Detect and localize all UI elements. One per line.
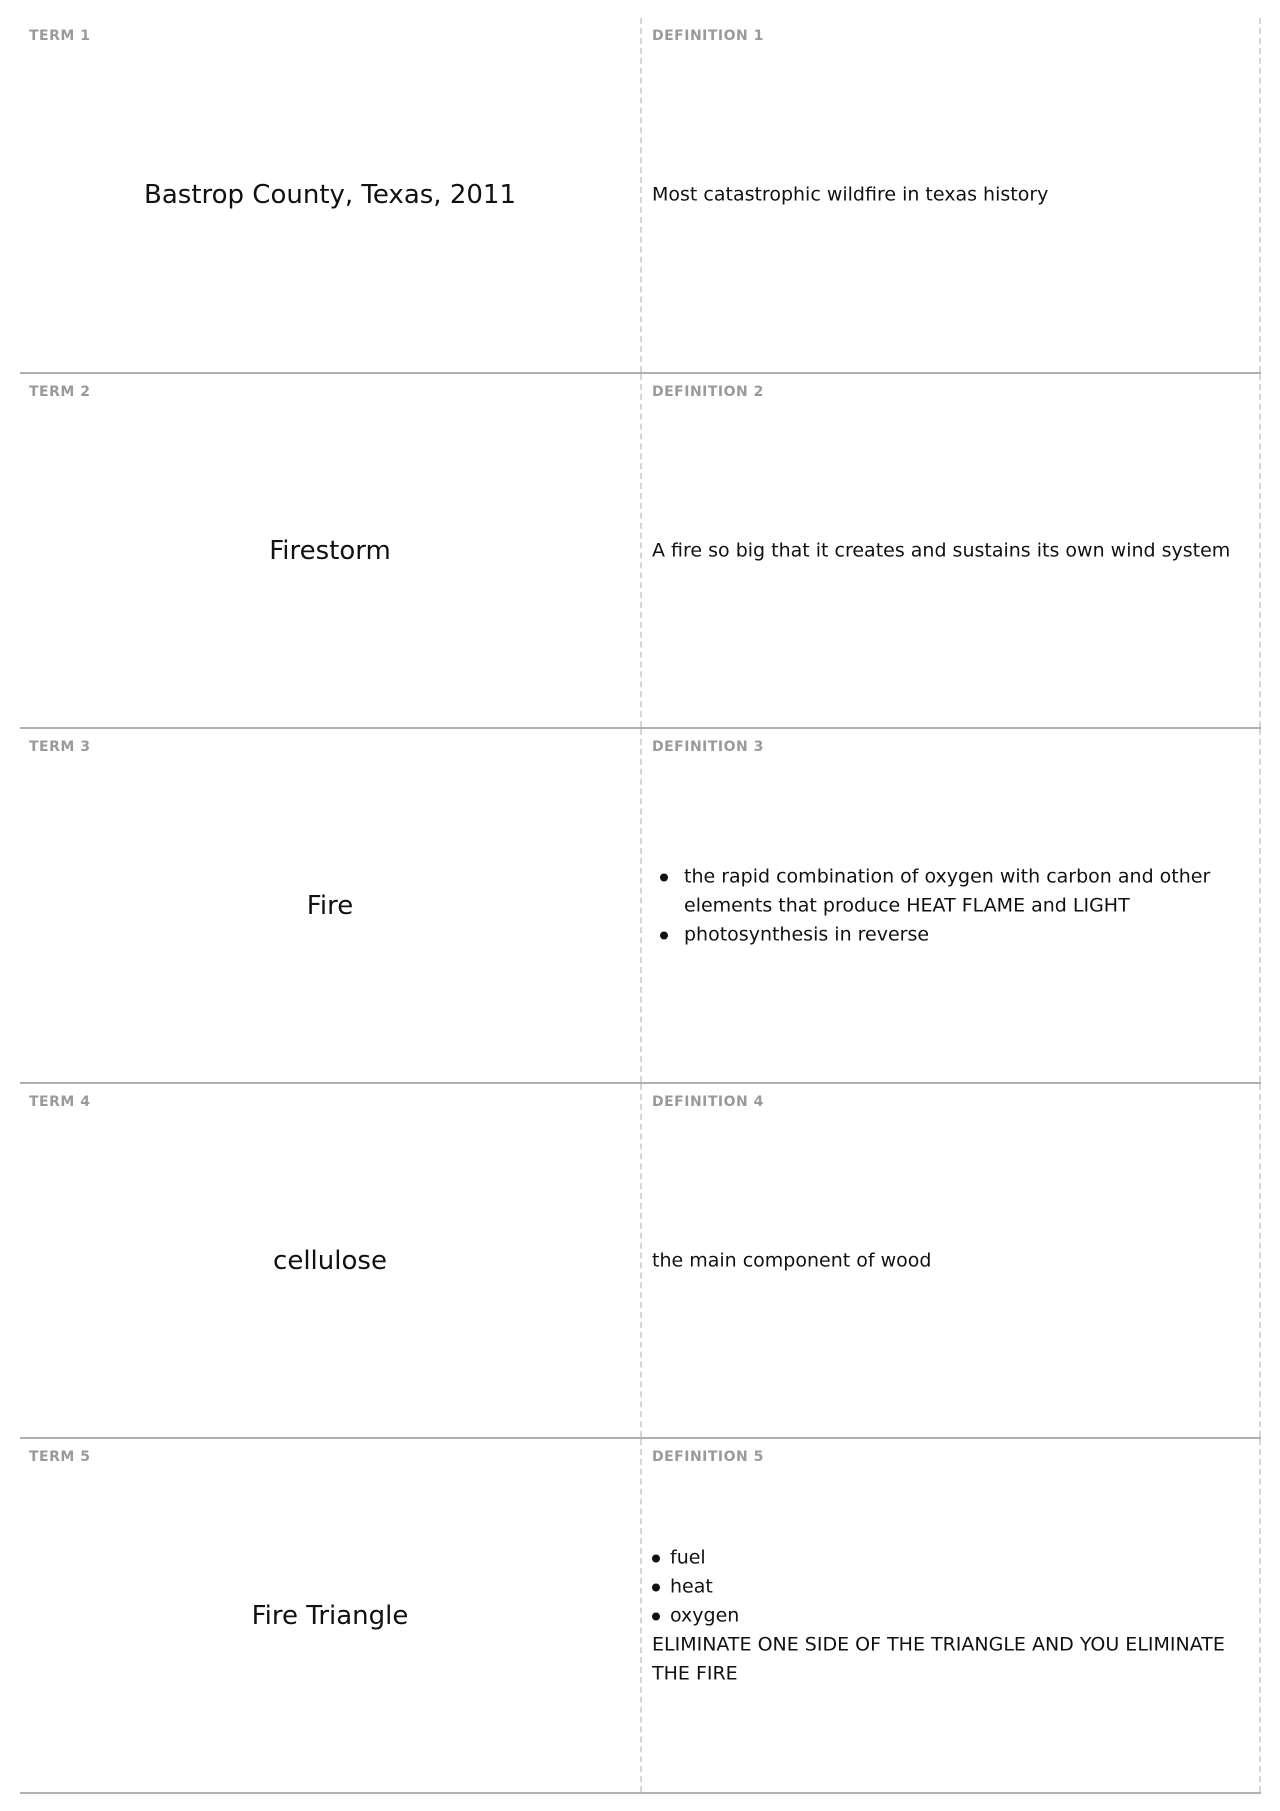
term-cell <box>20 1084 640 1437</box>
flashcard-sheet <box>20 18 1261 1794</box>
flashcard-row-4 <box>20 1084 1261 1439</box>
flashcard-row-3 <box>20 729 1261 1084</box>
definition-note: ELIMINATE ONE SIDE OF THE TRIANGLE AND YOU ELIMINATE THE FIRE <box>652 1633 1225 1684</box>
term-label: TERM 2 <box>29 384 91 400</box>
term-text: Bastrop County, Texas, 2011 <box>144 180 516 210</box>
definition-label: DEFINITION 4 <box>652 1094 764 1110</box>
definition-label: DEFINITION 3 <box>652 739 764 755</box>
definition-label: DEFINITION 2 <box>652 384 764 400</box>
flashcard-row-5 <box>20 1439 1261 1794</box>
term-cell <box>20 18 640 372</box>
term-cell <box>20 1439 640 1792</box>
definition-text: Most catastrophic wildfire in texas history <box>652 183 1049 206</box>
flashcard-row-1 <box>20 18 1261 374</box>
term-cell <box>20 374 640 727</box>
definition-cell <box>640 1084 1261 1437</box>
definition-bullet: photosynthesis in reverse <box>652 920 1245 949</box>
definition-bullet-list <box>652 862 1245 949</box>
definition-bullet: oxygen <box>652 1601 1245 1630</box>
definition-label: DEFINITION 1 <box>652 28 764 44</box>
term-text: Fire Triangle <box>251 1600 409 1631</box>
definition-label: DEFINITION 5 <box>652 1449 764 1465</box>
term-label: TERM 1 <box>29 28 91 44</box>
definition-bullet: fuel <box>652 1543 1245 1572</box>
definition-body <box>652 862 1245 949</box>
term-text: cellulose <box>273 1245 387 1276</box>
term-label: TERM 3 <box>29 739 91 755</box>
definition-body <box>652 1543 1245 1688</box>
definition-cell <box>640 1439 1261 1792</box>
definition-cell <box>640 18 1261 372</box>
term-label: TERM 4 <box>29 1094 91 1110</box>
term-label: TERM 5 <box>29 1449 91 1465</box>
flashcard-row-2 <box>20 374 1261 729</box>
definition-cell <box>640 374 1261 727</box>
definition-cell <box>640 729 1261 1082</box>
definition-bullet-list <box>652 1543 1245 1630</box>
definition-text: A fire so big that it creates and sustains its own wind system <box>652 539 1231 561</box>
definition-bullet: heat <box>652 1572 1245 1601</box>
definition-text: the main component of wood <box>652 1249 932 1271</box>
term-text: Fire <box>306 890 354 921</box>
term-cell <box>20 729 640 1082</box>
term-text: Firestorm <box>269 535 391 566</box>
definition-bullet: the rapid combination of oxygen with carbon and other elements that produce HEAT FLAME and LIGHT <box>652 862 1245 920</box>
